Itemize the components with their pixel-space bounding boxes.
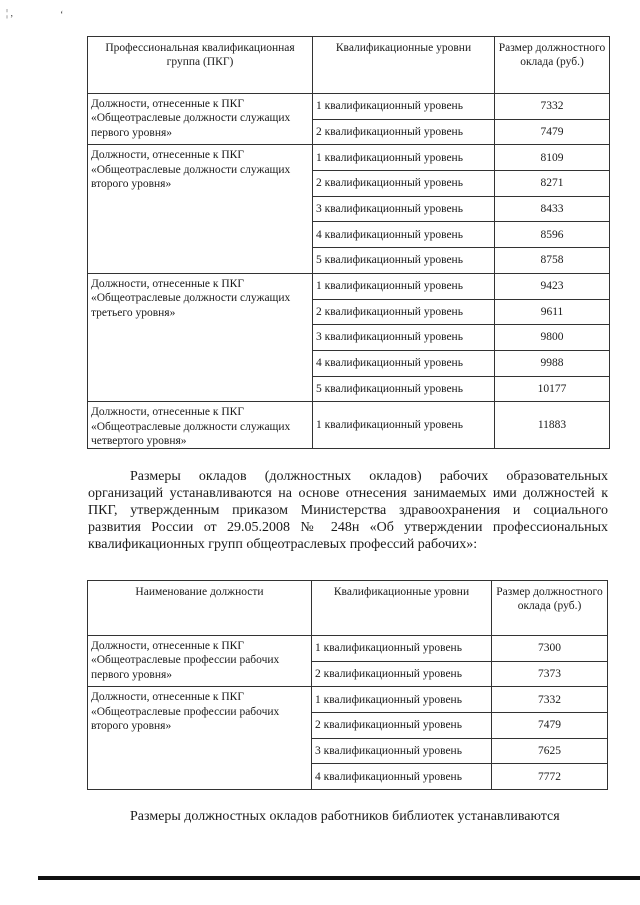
salary-cell: 8433 bbox=[495, 196, 610, 222]
salary-cell: 8758 bbox=[495, 248, 610, 274]
salary-table-employees bbox=[87, 36, 610, 449]
group-name-cell: Должности, отнесенные к ПКГ «Общеотраслевые профессии рабочих второго уровня» bbox=[88, 687, 312, 790]
column-header-levels: Квалификационные уровни bbox=[312, 581, 492, 636]
group-name-cell: Должности, отнесенные к ПКГ «Общеотраслевые должности служащих третьего уровня» bbox=[88, 273, 313, 401]
level-cell: 1 квалификационный уровень bbox=[312, 636, 492, 662]
salary-cell: 9800 bbox=[495, 325, 610, 351]
table-row bbox=[88, 145, 610, 171]
level-cell: 4 квалификационный уровень bbox=[313, 222, 495, 248]
group-name-cell: Должности, отнесенные к ПКГ «Общеотраслевые должности служащих четвертого уровня» bbox=[88, 402, 313, 449]
group-name-cell: Должности, отнесенные к ПКГ «Общеотраслевые должности служащих второго уровня» bbox=[88, 145, 313, 273]
table-row bbox=[88, 687, 608, 713]
level-cell: 1 квалификационный уровень bbox=[313, 94, 495, 120]
scan-mark: ‘ bbox=[60, 10, 64, 21]
salary-cell: 7772 bbox=[492, 764, 608, 790]
column-header-position: Наименование должности bbox=[88, 581, 312, 636]
table-row bbox=[88, 273, 610, 299]
salary-cell: 8596 bbox=[495, 222, 610, 248]
table-row bbox=[88, 94, 610, 120]
level-cell: 2 квалификационный уровень bbox=[312, 713, 492, 739]
salary-cell: 7332 bbox=[495, 94, 610, 120]
level-cell: 3 квалификационный уровень bbox=[312, 738, 492, 764]
paragraph-library-salaries: Размеры должностных окладов работников библиотек устанавливаются bbox=[130, 809, 560, 824]
salary-cell: 7479 bbox=[495, 119, 610, 145]
level-cell: 1 квалификационный уровень bbox=[313, 273, 495, 299]
column-header-salary: Размер должностного оклада (руб.) bbox=[495, 37, 610, 94]
salary-cell: 8271 bbox=[495, 171, 610, 197]
level-cell: 1 квалификационный уровень bbox=[313, 145, 495, 171]
scan-mark: ¦ , bbox=[6, 8, 14, 19]
level-cell: 4 квалификационный уровень bbox=[313, 350, 495, 376]
level-cell: 2 квалификационный уровень bbox=[313, 171, 495, 197]
column-header-group: Профессиональная квалификационная группа (ПКГ) bbox=[88, 37, 313, 94]
salary-cell: 7300 bbox=[492, 636, 608, 662]
salary-cell: 7373 bbox=[492, 661, 608, 687]
level-cell: 1 квалификационный уровень bbox=[313, 402, 495, 449]
level-cell: 3 квалификационный уровень bbox=[313, 196, 495, 222]
salary-cell: 7332 bbox=[492, 687, 608, 713]
level-cell: 1 квалификационный уровень bbox=[312, 687, 492, 713]
level-cell: 2 квалификационный уровень bbox=[313, 119, 495, 145]
salary-cell: 7479 bbox=[492, 713, 608, 739]
table-row bbox=[88, 636, 608, 662]
group-name-cell: Должности, отнесенные к ПКГ «Общеотраслевые должности служащих первого уровня» bbox=[88, 94, 313, 145]
level-cell: 5 квалификационный уровень bbox=[313, 376, 495, 402]
salary-cell: 10177 bbox=[495, 376, 610, 402]
level-cell: 5 квалификационный уровень bbox=[313, 248, 495, 274]
scan-border bbox=[38, 876, 640, 880]
column-header-levels: Квалификационные уровни bbox=[313, 37, 495, 94]
salary-cell: 9988 bbox=[495, 350, 610, 376]
level-cell: 2 квалификационный уровень bbox=[313, 299, 495, 325]
column-header-salary: Размер должностного оклада (руб.) bbox=[492, 581, 608, 636]
level-cell: 3 квалификационный уровень bbox=[313, 325, 495, 351]
paragraph-workers-salaries: Размеры окладов (должностных окладов) рабочих образовательных организаций устанавливаются на основе отнесения занимаемых ими должностей к ПКГ, утвержденным приказом Министерства здравоохранения и социального развития России от 29.05.2008 № 248н «Об утверждении профессиональных квалификационных групп общеотраслевых профессий рабочих»: bbox=[88, 469, 608, 552]
salary-table-workers bbox=[87, 580, 608, 790]
salary-cell: 9423 bbox=[495, 273, 610, 299]
salary-cell: 8109 bbox=[495, 145, 610, 171]
table-row bbox=[88, 402, 610, 449]
level-cell: 4 квалификационный уровень bbox=[312, 764, 492, 790]
salary-cell: 9611 bbox=[495, 299, 610, 325]
salary-cell: 7625 bbox=[492, 738, 608, 764]
salary-cell: 11883 bbox=[495, 402, 610, 449]
level-cell: 2 квалификационный уровень bbox=[312, 661, 492, 687]
group-name-cell: Должности, отнесенные к ПКГ «Общеотраслевые профессии рабочих первого уровня» bbox=[88, 636, 312, 687]
